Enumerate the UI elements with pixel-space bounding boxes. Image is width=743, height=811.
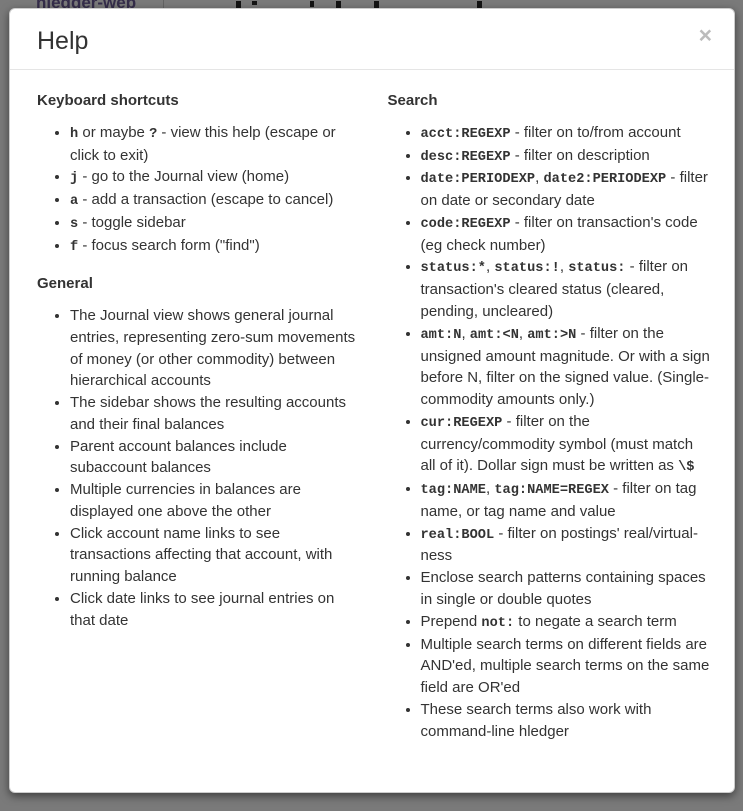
help-text: - filter on the currency/commodity symbol (must match all of it). Dollar sign must be written as (420, 412, 694, 475)
help-text: to negate a search term (514, 612, 677, 630)
help-list-item (421, 567, 713, 611)
help-text: - go to the Journal view (home) (78, 168, 290, 186)
help-text: - filter on the unsigned amount magnitude. Or with a sign before N, filter on the signed value. (Single-commodity amounts only.) (420, 324, 710, 409)
code-term: date2:PERIODEXP (543, 172, 667, 188)
help-modal (9, 8, 735, 793)
code-term: tag:NAME (420, 483, 486, 499)
help-text: , (535, 169, 544, 187)
help-list-item (70, 305, 361, 392)
code-term: date:PERIODEXP (420, 172, 536, 188)
help-list-item (70, 189, 361, 212)
help-list-item (70, 479, 361, 523)
code-term: cur:REGEXP (420, 415, 503, 431)
code-term: not: (481, 615, 515, 631)
help-text: - filter on tag name, or tag name and value (420, 480, 697, 520)
help-text: - add a transaction (escape to cancel) (78, 191, 334, 209)
help-list-item (421, 323, 713, 411)
code-term: status:! (494, 261, 560, 277)
help-text: - focus search form ("find") (78, 236, 260, 254)
help-text: - filter on date or secondary date (420, 169, 708, 210)
help-list-item (70, 212, 361, 235)
help-text: , (518, 324, 528, 342)
modal-header (10, 9, 734, 70)
help-list-item (421, 145, 713, 168)
help-text: Multiple search terms on different fields are AND'ed, multiple search terms on the same field are OR'ed (420, 635, 710, 697)
help-list-item (421, 411, 713, 478)
help-list-item (421, 122, 713, 145)
help-list-item (421, 699, 713, 743)
help-list-item (70, 122, 361, 167)
help-text: - filter on description (510, 146, 650, 164)
close-icon[interactable]: × (698, 22, 712, 48)
help-list-item (70, 523, 361, 588)
modal-body (10, 70, 734, 774)
help-list-item (421, 256, 713, 322)
section-heading: General (37, 275, 93, 293)
help-list (37, 305, 361, 631)
help-text: or maybe (78, 123, 150, 141)
code-term: desc:REGEXP (420, 149, 511, 165)
help-text: - view this help (escape or click to exit) (70, 123, 336, 164)
modal-title: Help (37, 27, 89, 55)
help-column-left (37, 90, 375, 754)
help-text: Multiple currencies in balances are displayed one above the other (70, 481, 301, 520)
help-text: - filter on transaction's cleared status (cleared, pending, uncleared) (420, 258, 689, 320)
code-term: \$ (678, 460, 695, 476)
help-list (37, 122, 361, 258)
help-text: These search terms also work with command-line hledger (420, 700, 652, 740)
help-list-item (421, 634, 713, 699)
code-term: f (70, 239, 79, 255)
help-text: - filter on to/from account (510, 123, 681, 141)
help-text: Enclose search patterns containing spaces in single or double quotes (420, 569, 706, 608)
help-text: The sidebar shows the resulting accounts and their final balances (70, 394, 346, 433)
section-heading: Search (387, 92, 438, 109)
help-list-item (70, 235, 361, 258)
help-text: , (559, 258, 569, 276)
code-term: ? (149, 126, 158, 142)
help-column-right (375, 90, 713, 754)
code-term: tag:NAME=REGEX (494, 483, 609, 499)
code-term: j (70, 171, 79, 187)
code-term: acct:REGEXP (420, 126, 511, 142)
code-term: status:* (420, 261, 486, 277)
code-term: s (70, 216, 79, 232)
help-text: Prepend (420, 612, 482, 630)
help-list-item (421, 167, 713, 212)
code-term: code:REGEXP (420, 216, 511, 232)
help-list-item (421, 478, 713, 523)
help-list-item (421, 523, 713, 568)
help-text: , (461, 324, 470, 342)
help-text: - filter on transaction's code (eg check number) (420, 213, 698, 254)
help-text: Parent account balances include subaccount balances (70, 437, 287, 477)
section-heading: Keyboard shortcuts (37, 92, 179, 109)
code-term: h (70, 126, 79, 142)
code-term: amt:<N (469, 327, 519, 343)
help-text: , (486, 480, 495, 498)
code-term: real:BOOL (420, 527, 495, 543)
help-text: The Journal view shows general journal entries, representing zero-sum movements of money (or other commodity) between hierarchical accounts (70, 307, 356, 390)
help-text: - filter on postings' real/virtual-ness (420, 524, 698, 565)
help-list-item (70, 392, 361, 436)
help-list-item (70, 588, 361, 632)
code-term: status: (568, 261, 626, 277)
help-text: , (486, 258, 495, 276)
help-text: Click date links to see journal entries on that date (70, 589, 335, 629)
help-text: Click account name links to see transactions affecting that account, with running balance (70, 524, 333, 586)
code-term: amt:>N (527, 327, 577, 343)
code-term: amt:N (420, 327, 462, 343)
help-list-item (421, 611, 713, 634)
help-list-item (421, 212, 713, 257)
help-list-item (70, 436, 361, 480)
help-list-item (70, 166, 361, 189)
help-list (388, 122, 713, 743)
help-text: - toggle sidebar (78, 213, 186, 231)
code-term: a (70, 194, 79, 210)
